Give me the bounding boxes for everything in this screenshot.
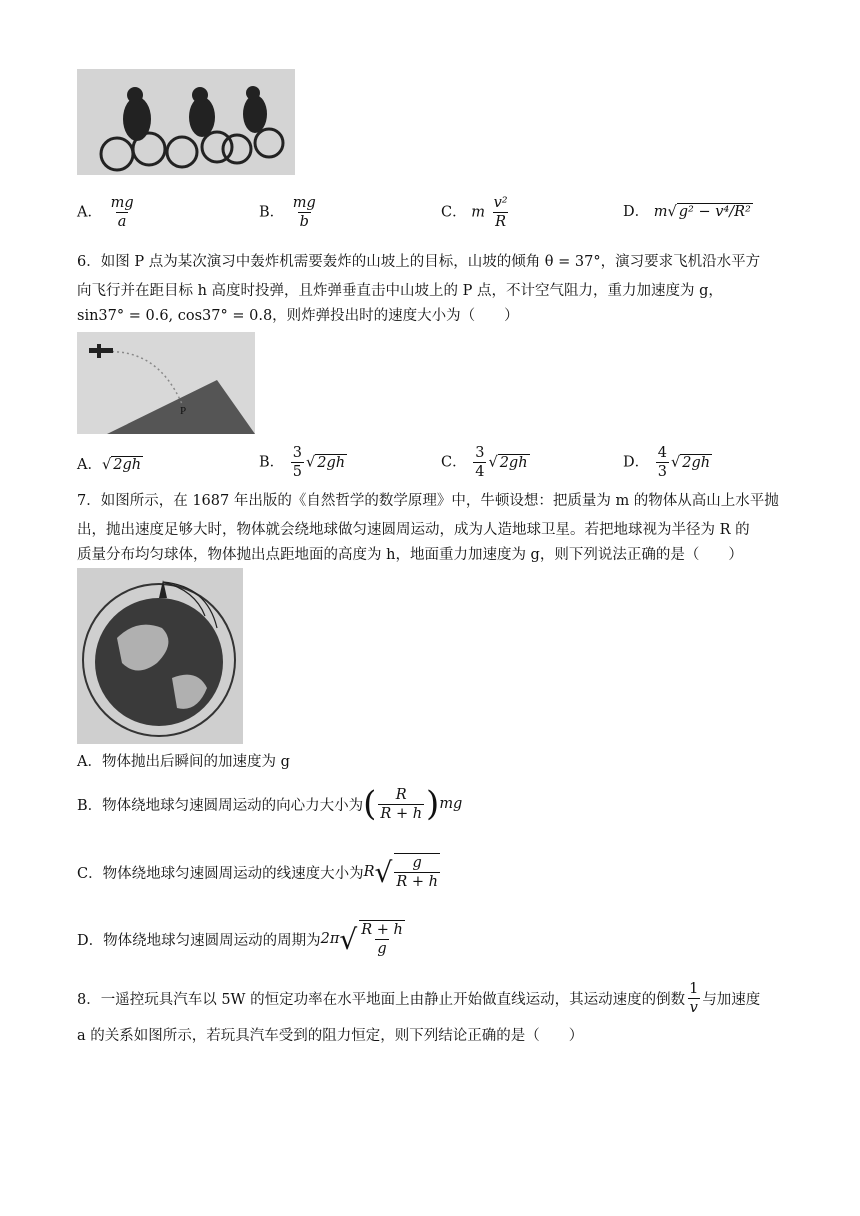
- right-paren: ): [426, 784, 440, 824]
- option-label: C．: [441, 204, 467, 221]
- radicand: 2gh: [499, 454, 528, 471]
- option-label: B．: [259, 204, 285, 221]
- math-symbol: 2π: [320, 931, 340, 947]
- radicand: g² − v⁴/R²: [678, 204, 751, 220]
- fraction: $\frac{3}{4}$: [475, 445, 485, 480]
- q5-option-c[interactable]: [441, 194, 512, 231]
- sqrt-icon: √: [488, 454, 498, 471]
- q7-option-b[interactable]: [77, 784, 462, 824]
- sqrt-icon: √: [670, 454, 681, 471]
- left-paren: (: [363, 784, 377, 824]
- fraction: $\frac{mg}{b}$: [292, 195, 316, 230]
- q6-line-3: sin37° = 0.6, cos37° = 0.8，则炸弹投出时的速度大小为（ ）: [77, 308, 519, 324]
- earth-orbit-diagram: [77, 568, 243, 744]
- sqrt-icon: √: [374, 855, 393, 889]
- option-label: A．: [77, 457, 102, 473]
- option-label: B．: [259, 454, 285, 471]
- slope-diagram: [77, 332, 255, 434]
- option-label: D．: [623, 454, 650, 471]
- q7-line-3: 质量分布均匀球体，物体抛出点距地面的高度为 h，地面重力加速度为 g，则下列说法正确的是（ ）: [77, 547, 743, 563]
- q6-option-d[interactable]: [623, 444, 712, 481]
- sqrt-icon: √: [101, 457, 112, 473]
- math-symbol: m: [653, 204, 668, 220]
- q6-line-1: 6．如图 P 点为某次演习中轰炸机需要轰炸的山坡上的目标，山坡的倾角 θ = 37°，演习要求飞机沿水平方: [77, 254, 761, 270]
- option-label: C．: [441, 454, 467, 471]
- fraction: $\frac{\text{v²}}{R}$: [493, 195, 508, 230]
- question-text: 8．一遥控玩具汽车以 5W 的恒定功率在水平地面上由静止开始做直线运动，其运动速度的倒数: [77, 992, 686, 1008]
- q5-option-a[interactable]: [77, 194, 138, 231]
- q6-line-2: 向飞行并在距目标 h 高度时投弹，且炸弹垂直击中山坡上的 P 点，不计空气阻力，重力加速度为 g，: [77, 283, 723, 299]
- sqrt-icon: √: [339, 922, 358, 956]
- option-label: D．: [623, 204, 650, 220]
- q8-line-1: [77, 980, 760, 1017]
- q6-option-c[interactable]: [441, 444, 530, 481]
- option-text: C．物体绕地球匀速圆周运动的线速度大小为: [77, 865, 364, 882]
- fraction: $\frac{3}{5}$: [292, 445, 302, 480]
- q7-line-2: 出，抛出速度足够大时，物体就会绕地球做匀速圆周运动，成为人造地球卫星。若把地球视为半径为 R 的: [77, 522, 750, 538]
- fraction: $\frac{g}{R + h}$: [396, 855, 438, 890]
- radicand: 2gh: [113, 457, 142, 473]
- earth-figure: [77, 568, 243, 744]
- fraction: $\frac{R + h}{g}$: [361, 922, 403, 957]
- q7-line-1: 7．如图所示，在 1687 年出版的《自然哲学的数学原理》中，牛顿设想：把质量为 m 的物体从高山上水平抛: [77, 493, 779, 509]
- fraction: $\frac{mg}{a}$: [110, 195, 134, 230]
- question-text: 与加速度: [702, 992, 761, 1008]
- q6-option-b[interactable]: [259, 444, 347, 481]
- q6-option-a[interactable]: [77, 453, 143, 474]
- sqrt-icon: √: [667, 204, 677, 220]
- option-text: D．物体绕地球匀速圆周运动的周期为: [77, 932, 321, 949]
- bomber-slope-figure: [77, 332, 255, 434]
- radicand: 2gh: [317, 454, 346, 471]
- q7-option-d[interactable]: [77, 920, 407, 958]
- sqrt-icon: √: [306, 454, 316, 471]
- math-symbol: m: [471, 204, 485, 221]
- math-symbol: R: [363, 864, 375, 880]
- fraction: $\frac{1}{v}$: [689, 981, 699, 1016]
- option-text: B．物体绕地球匀速圆周运动的向心力大小为: [77, 797, 364, 814]
- fraction: $\frac{4}{3}$: [657, 445, 667, 480]
- cyclists-illustration: [77, 69, 295, 175]
- fraction: $\frac{R}{R + h}$: [380, 786, 423, 822]
- q8-line-2: a 的关系如图所示，若玩具汽车受到的阻力恒定，则下列结论正确的是（ ）: [77, 1028, 584, 1044]
- q7-option-a[interactable]: A．物体抛出后瞬间的加速度为 g: [77, 754, 290, 770]
- point-label: P: [180, 405, 187, 417]
- option-label: A．: [77, 204, 102, 221]
- radicand: 2gh: [682, 454, 711, 471]
- q7-option-c[interactable]: [77, 853, 442, 891]
- q5-option-d[interactable]: [623, 200, 753, 221]
- q5-option-b[interactable]: [259, 194, 320, 231]
- cyclists-photo: [77, 69, 295, 175]
- math-symbol: mg: [439, 796, 463, 812]
